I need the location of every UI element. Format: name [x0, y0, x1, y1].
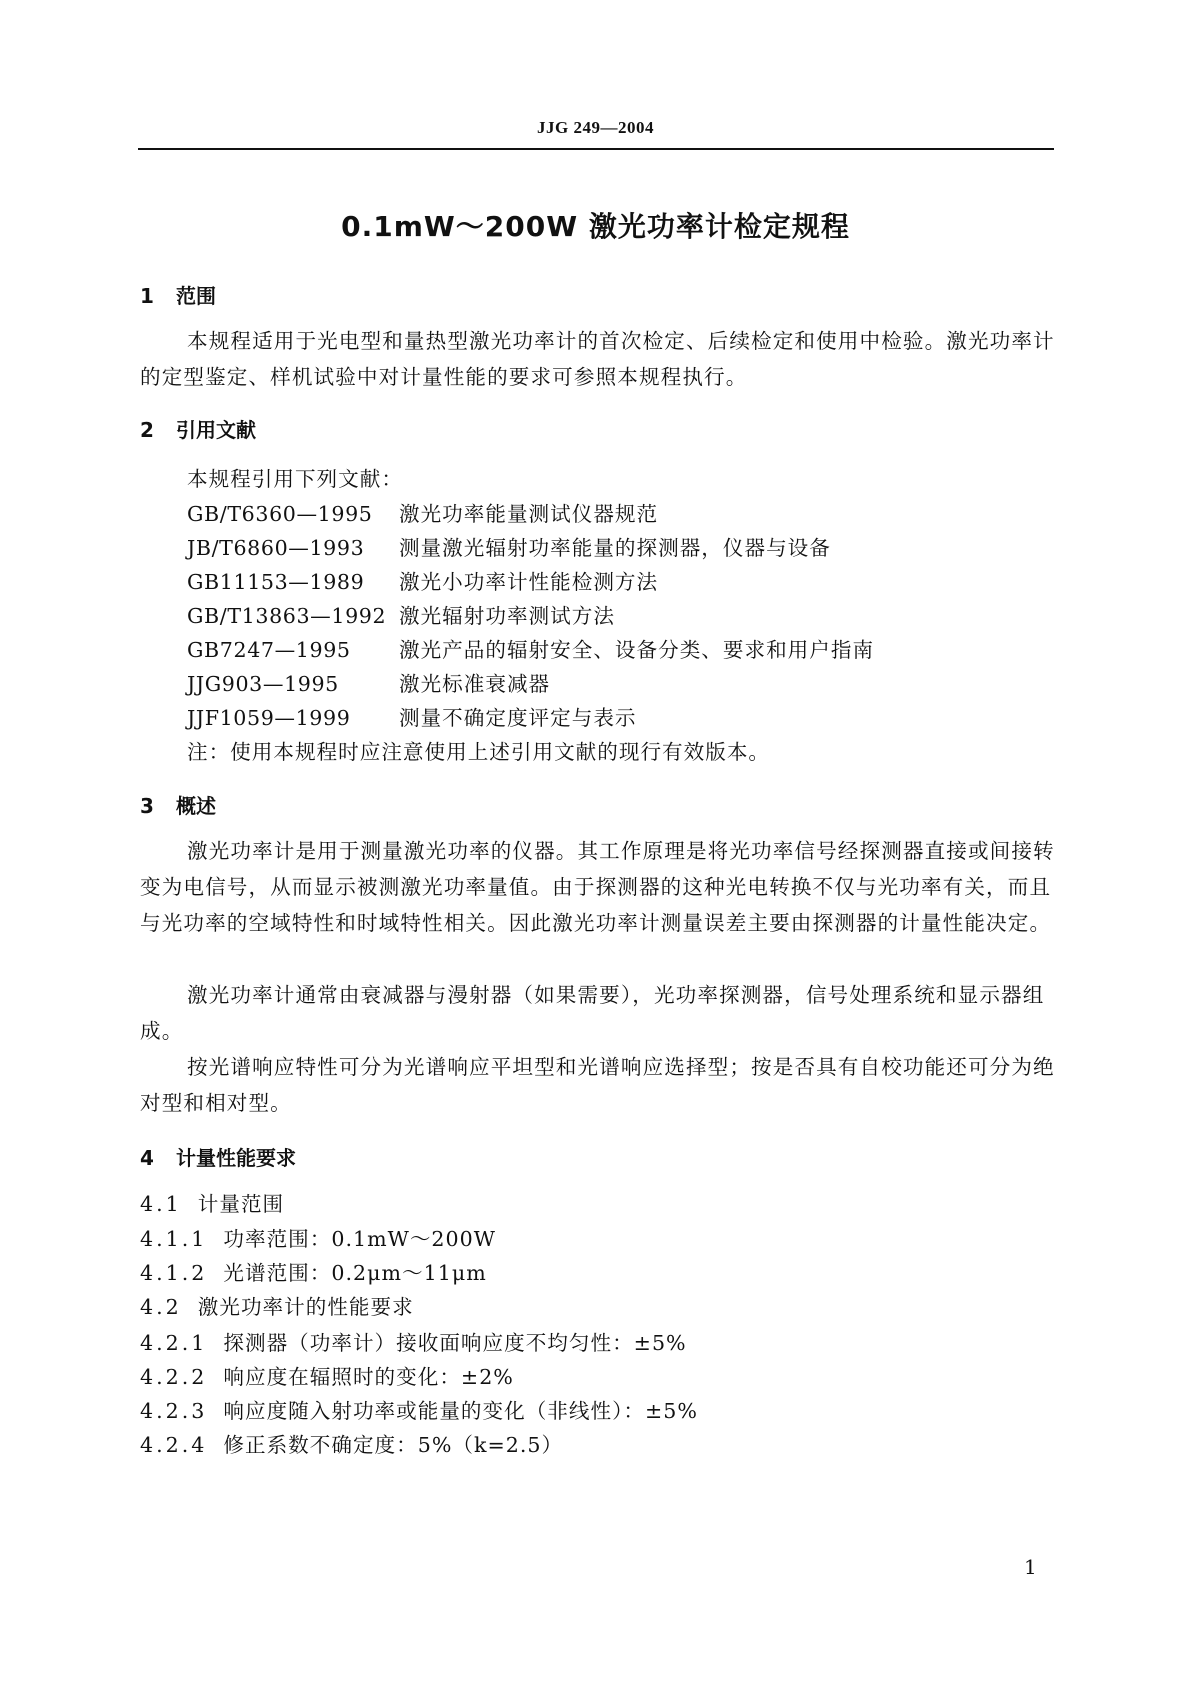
section-title: 范围 — [176, 284, 216, 308]
reference-title: 测量不确定度评定与表示 — [399, 706, 637, 730]
reference-title: 测量激光辐射功率能量的探测器，仪器与设备 — [399, 536, 831, 560]
requirement-item — [140, 1187, 284, 1217]
item-number: 4.2.2 — [140, 1365, 208, 1389]
reference-item — [187, 497, 658, 527]
references-note: 注：使用本规程时应注意使用上述引用文献的现行有效版本。 — [187, 740, 771, 764]
item-text: 探测器（功率计）接收面响应度不均匀性：±5% — [223, 1331, 687, 1355]
reference-item — [187, 633, 874, 663]
requirement-item — [140, 1428, 563, 1458]
item-number: 4.2.4 — [140, 1433, 208, 1457]
reference-item — [187, 701, 637, 731]
reference-code: GB/T13863—1992 — [187, 604, 387, 628]
section-2-heading — [140, 414, 256, 443]
reference-item — [187, 531, 831, 561]
section-1-heading — [140, 280, 216, 309]
item-text: 响应度在辐照时的变化：±2% — [223, 1365, 514, 1389]
header-rule — [138, 148, 1054, 150]
section-number: 4 — [140, 1146, 154, 1170]
section-3-heading — [140, 790, 216, 819]
standard-code-header: JJG 249—2004 — [537, 118, 654, 137]
item-number: 4.2.1 — [140, 1331, 208, 1355]
section-title: 概述 — [176, 794, 216, 818]
reference-item — [187, 599, 615, 629]
section-number: 2 — [140, 418, 154, 442]
reference-code: JJG903—1995 — [187, 672, 339, 696]
requirement-item — [140, 1360, 514, 1390]
reference-code: GB11153—1989 — [187, 570, 365, 594]
requirement-item — [140, 1222, 496, 1252]
item-text: 激光功率计的性能要求 — [197, 1295, 414, 1319]
item-number: 4.1.2 — [140, 1261, 208, 1285]
requirement-item — [140, 1290, 414, 1320]
reference-title: 激光辐射功率测试方法 — [399, 604, 615, 628]
item-text: 功率范围：0.1mW～200W — [223, 1227, 496, 1251]
section-3-paragraph: 激光功率计通常由衰减器与漫射器（如果需要），光功率探测器，信号处理系统和显示器组成。 — [140, 983, 1045, 1043]
reference-code: GB/T6360—1995 — [187, 502, 373, 526]
section-3-paragraph: 激光功率计是用于测量激光功率的仪器。其工作原理是将光功率信号经探测器直接或间接转变为电信号，从而显示被测激光功率量值。由于探测器的这种光电转换不仅与光功率有关，而且与光功率的空域特性和时域特性相关。因此激光功率计测量误差主要由探测器的计量性能决定。 — [140, 839, 1055, 935]
section-title: 引用文献 — [176, 418, 256, 442]
section-number: 1 — [140, 284, 154, 308]
reference-item — [187, 667, 550, 697]
page-number: 1 — [1024, 1555, 1037, 1579]
references-intro: 本规程引用下列文献： — [187, 467, 403, 491]
item-text: 修正系数不确定度：5%（k=2.5） — [223, 1433, 564, 1457]
reference-title: 激光产品的辐射安全、设备分类、要求和用户指南 — [399, 638, 875, 662]
document-title: 0.1mW～200W 激光功率计检定规程 — [341, 210, 850, 243]
reference-code: GB7247—1995 — [187, 638, 351, 662]
reference-title: 激光小功率计性能检测方法 — [399, 570, 659, 594]
reference-title: 激光标准衰减器 — [399, 672, 551, 696]
requirement-item — [140, 1326, 687, 1356]
section-3-paragraph: 按光谱响应特性可分为光谱响应平坦型和光谱响应选择型；按是否具有自校功能还可分为绝对型和相对型。 — [140, 1055, 1055, 1115]
item-number: 4.2.3 — [140, 1399, 208, 1423]
item-number: 4.1 — [140, 1192, 182, 1216]
item-text: 响应度随入射功率或能量的变化（非线性）：±5% — [223, 1399, 698, 1423]
reference-item — [187, 565, 658, 595]
item-number: 4.1.1 — [140, 1227, 208, 1251]
requirement-item — [140, 1394, 698, 1424]
item-text: 光谱范围：0.2μm～11μm — [223, 1261, 487, 1285]
reference-title: 激光功率能量测试仪器规范 — [399, 502, 659, 526]
section-1-paragraph: 本规程适用于光电型和量热型激光功率计的首次检定、后续检定和使用中检验。激光功率计的定型鉴定、样机试验中对计量性能的要求可参照本规程执行。 — [140, 329, 1055, 389]
requirement-item — [140, 1256, 487, 1286]
reference-code: JB/T6860—1993 — [187, 536, 365, 560]
item-text: 计量范围 — [197, 1192, 285, 1216]
item-number: 4.2 — [140, 1295, 182, 1319]
section-number: 3 — [140, 794, 154, 818]
section-title: 计量性能要求 — [176, 1146, 296, 1170]
section-4-heading — [140, 1142, 296, 1171]
reference-code: JJF1059—1999 — [187, 706, 351, 730]
